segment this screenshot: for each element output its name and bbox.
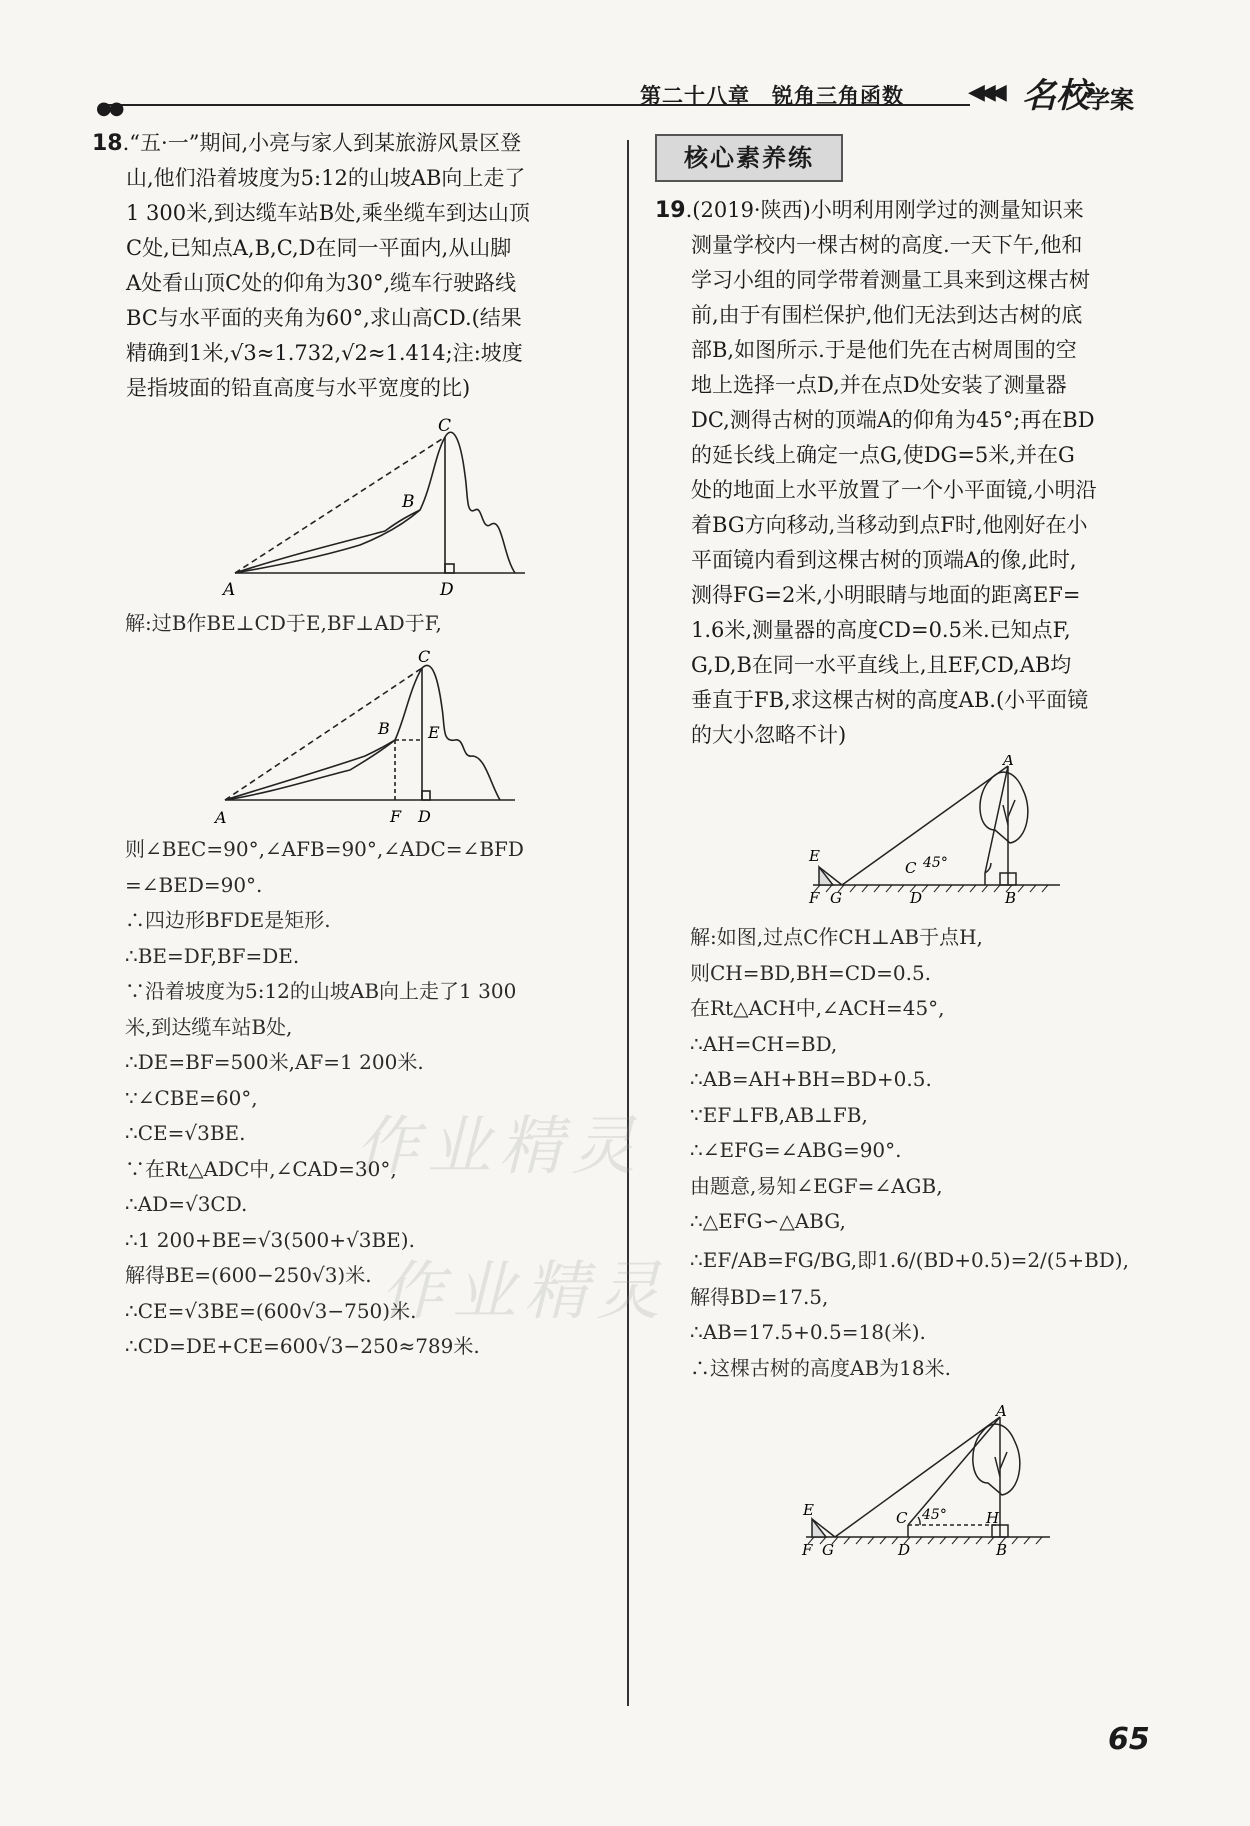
fig19s-label-H: H	[986, 1509, 1000, 1527]
q19-solution-line: ∴AH=CH=BD,	[690, 1031, 838, 1056]
q18-number: 18	[92, 131, 123, 156]
q18-solution-line: 则∠BEC=90°,∠AFB=90°,∠ADC=∠BFD	[125, 837, 524, 861]
chapter-title: 第二十八章 锐角三角函数	[640, 84, 904, 108]
q19-line: .(2019·陕西)小明利用刚学过的测量知识来	[685, 198, 1084, 222]
q19-line: 地上选择一点D,并在点D处安装了测量器	[691, 373, 1067, 397]
q19-line: 着BG方向移动,当移动到点F时,他刚好在小	[691, 513, 1088, 537]
q19-line: 学习小组的同学带着测量工具来到这棵古树	[691, 268, 1090, 292]
fig19-angle: 45°	[923, 855, 948, 871]
q18-solution-line: ∴DE=BF=500米,AF=1 200米.	[125, 1050, 424, 1074]
q18-line: 山,他们沿着坡度为5:12的山坡AB向上走了	[126, 166, 526, 190]
fig18s-label-B: B	[378, 719, 390, 738]
q19-line: 测量学校内一棵古树的高度.一天下午,他和	[691, 233, 1083, 257]
q19-solution-line: 解得BD=17.5,	[690, 1284, 829, 1309]
q19-line: 部B,如图所示.于是他们先在古树周围的空	[691, 338, 1077, 362]
fig18s-label-F: F	[390, 807, 402, 826]
fig19s-label-C: C	[896, 1509, 908, 1527]
q19-line: 的延长线上确定一点G,使DG=5米,并在G	[691, 443, 1075, 467]
fig19-label-C: C	[905, 859, 917, 877]
q19-solution-line: ∴AB=AH+BH=BD+0.5.	[690, 1067, 932, 1091]
fig19-label-F: F	[809, 889, 820, 907]
q19-line: 前,由于有围栏保护,他们无法到达古树的底	[691, 303, 1083, 327]
q18-line: C处,已知点A,B,C,D在同一平面内,从山脚	[126, 236, 512, 260]
fig19s-label-F: F	[802, 1541, 813, 1559]
q19-solution-line: ∴EF/AB=FG/BG,即1.6/(BD+0.5)=2/(5+BD),	[690, 1247, 1129, 1272]
q19-line: 处的地面上水平放置了一个小平面镜,小明沿	[691, 478, 1097, 502]
page-number: 65	[1108, 1722, 1150, 1757]
fig19s-label-A: A	[996, 1405, 1007, 1420]
fig19-label-B: B	[1005, 889, 1017, 907]
watermark: 作业精灵	[355, 1110, 643, 1184]
fig19s-label-B: B	[996, 1541, 1008, 1559]
q18-solution-intro: 解:过B作BE⊥CD于E,BF⊥AD于F,	[125, 611, 442, 635]
q19-solution-line: ∴AB=17.5+0.5=18(米).	[690, 1320, 926, 1344]
fig19-label-A: A	[1003, 755, 1014, 769]
q19-line: G,D,B在同一水平直线上,且EF,CD,AB均	[691, 653, 1072, 677]
q19-solution-line: ∴这棵古树的高度AB为18米.	[690, 1355, 951, 1380]
section-tag: 核心素养练	[655, 134, 843, 182]
q19-line: 1.6米,测量器的高度CD=0.5米.已知点F,	[691, 618, 1071, 642]
q18-solution-line: =∠BED=90°.	[125, 872, 263, 897]
q19-line: 平面镜内看到这棵古树的顶端A的像,此时,	[691, 548, 1077, 572]
q19-number: 19	[655, 198, 686, 223]
q18-line: 1 300米,到达缆车站B处,乘坐缆车到达山顶	[126, 201, 530, 225]
q19-solution-line: 则CH=BD,BH=CD=0.5.	[690, 960, 932, 985]
watermark-2: 作业精灵	[380, 1255, 668, 1329]
q18-solution-line: ∴四边形BFDE是矩形.	[125, 908, 331, 932]
q18-solution-line: 解得BE=(600−250√3)米.	[125, 1263, 372, 1287]
q19-solution-figure	[800, 1405, 1070, 1570]
fig18-label-B: B	[402, 492, 415, 512]
header-arrows-icon: ◀◀◀	[968, 80, 1001, 105]
q18-solution-line: ∴BE=DF,BF=DE.	[125, 943, 300, 968]
q18-line: 精确到1米,√3≈1.732,√2≈1.414;注:坡度	[126, 341, 523, 365]
fig19s-label-D: D	[898, 1541, 911, 1559]
q19-line: 垂直于FB,求这棵古树的高度AB.(小平面镜	[691, 688, 1089, 712]
q19-solution	[690, 920, 1185, 1386]
q18-solution-line: ∵在Rt△ADC中,∠CAD=30°,	[125, 1156, 397, 1181]
fig19s-label-E: E	[803, 1501, 814, 1519]
fig18s-label-C: C	[418, 648, 431, 666]
q19-solution-line: ∴∠EFG=∠ABG=90°.	[690, 1138, 902, 1162]
q18-line: BC与水平面的夹角为60°,求山高CD.(结果	[126, 306, 522, 330]
q19-problem	[655, 193, 1180, 753]
brand-logo-sub: 学案	[1086, 86, 1134, 114]
q18-solution	[125, 832, 620, 1365]
brand-logo: 名校	[1022, 76, 1090, 116]
fig18s-label-D: D	[418, 807, 431, 826]
q19-solution-line: 由题意,易知∠EGF=∠AGB,	[690, 1173, 943, 1198]
fig19s-angle: 45°	[922, 1507, 947, 1523]
q19-solution-line: ∵EF⊥FB,AB⊥FB,	[690, 1102, 868, 1127]
fig18s-label-A: A	[215, 808, 227, 827]
q18-line: .“五·一”期间,小亮与家人到某旅游风景区登	[122, 131, 522, 155]
q18-line: A处看山顶C处的仰角为30°,缆车行驶路线	[126, 271, 517, 295]
q18-solution-line: ∴1 200+BE=√3(500+√3BE).	[125, 1227, 415, 1252]
q18-solution-line: ∵∠CBE=60°,	[125, 1085, 258, 1110]
fig18s-label-E: E	[428, 723, 440, 742]
q18-solution-line: ∴CE=√3BE.	[125, 1121, 246, 1145]
q18-solution-figure	[210, 648, 530, 830]
fig18-label-C: C	[438, 416, 452, 436]
fig19s-label-G: G	[822, 1541, 834, 1559]
fig19-label-E: E	[809, 847, 820, 865]
q18-problem	[92, 126, 612, 406]
q19-solution-line: 解:如图,过点C作CH⊥AB于点H,	[690, 925, 983, 949]
q18-solution-line: ∵沿着坡度为5:12的山坡AB向上走了1 300	[125, 979, 517, 1003]
q18-solution-line: ∴CD=DE+CE=600√3−250≈789米.	[125, 1334, 480, 1358]
header-dots: ●●	[96, 98, 122, 119]
q19-solution-line: 在Rt△ACH中,∠ACH=45°,	[690, 996, 945, 1020]
q18-solution-line: ∴CE=√3BE=(600√3−750)米.	[125, 1298, 417, 1323]
q18-line: 是指坡面的铅直高度与水平宽度的比)	[126, 376, 471, 400]
q19-line: 的大小忽略不计)	[691, 723, 847, 747]
fig19-label-D: D	[910, 889, 923, 907]
q19-line: DC,测得古树的顶端A的仰角为45°;再在BD	[691, 408, 1095, 432]
q19-line: 测得FG=2米,小明眼睛与地面的距离EF=	[691, 583, 1081, 607]
q18-solution-line: 米,到达缆车站B处,	[125, 1014, 293, 1039]
q19-solution-line: ∴△EFG∽△ABG,	[690, 1209, 846, 1233]
fig18-label-A: A	[223, 580, 236, 600]
q18-figure	[220, 415, 540, 605]
fig19-label-G: G	[830, 889, 842, 907]
q18-solution-line: ∴AD=√3CD.	[125, 1192, 248, 1216]
q19-figure	[805, 755, 1075, 915]
column-divider	[627, 140, 629, 1706]
fig18-label-D: D	[440, 580, 454, 600]
